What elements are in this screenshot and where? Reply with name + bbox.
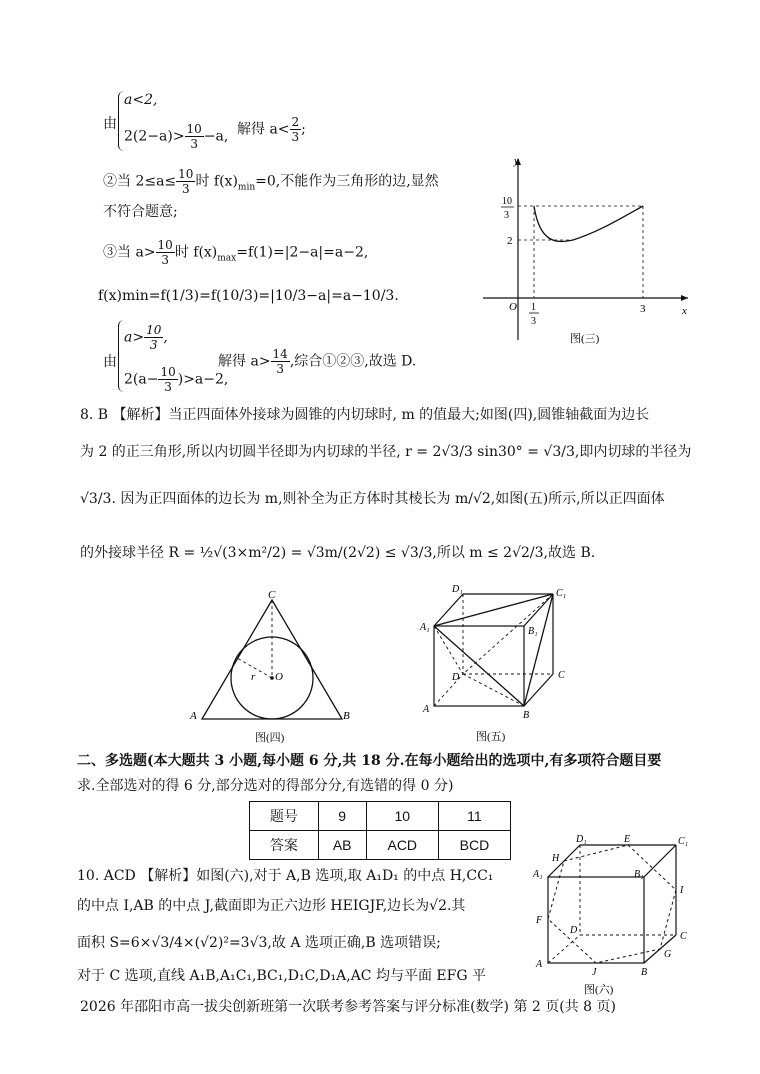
p10-line1: 10. ACD 【解析】如图(六),对于 A,B 选项,取 A₁D₁ 的中点 H,CC₁: [77, 868, 494, 884]
figure-4-caption: 图(四): [255, 732, 285, 744]
p8-line3: √3/3. 因为正四面体的边长为 m,则补全为正方体时其棱长为 m/√2,如图(五)所示,所以正四面体: [80, 491, 665, 507]
svg-text:H: H: [552, 853, 560, 864]
page-footer: 2026 年邵阳市高一拔尖创新班第一次联考参考答案与评分标准(数学) 第 2 页(共 8 页): [80, 999, 616, 1015]
svg-text:J: J: [592, 967, 597, 978]
svg-text:A: A: [423, 704, 430, 715]
svg-text:r: r: [251, 671, 256, 683]
table-cell: BCD: [438, 831, 510, 860]
svg-text:O: O: [275, 671, 283, 683]
sys2-line2: 2(a− $\frac{10}{3}$ )>a−2,: [124, 365, 229, 394]
svg-text:A₁: A₁: [420, 622, 430, 633]
table-cell: 答案: [250, 831, 319, 860]
svg-text:B₁: B₁: [528, 626, 538, 637]
figure-6-caption: 图(六): [584, 984, 614, 996]
svg-text:D₁: D₁: [452, 584, 463, 595]
svg-text:G: G: [664, 949, 672, 960]
sys2-line1: a> $\frac{10}{3}$ ,: [124, 323, 168, 352]
table-cell: 9: [318, 802, 366, 831]
figure-3-caption: 图(三): [570, 333, 600, 345]
p8-line1: 8. B 【解析】当正四面体外接球为圆锥的内切球时, m 的值最大;如图(四),圆锥轴截面为边长: [80, 407, 650, 423]
x-axis-label: x: [682, 305, 687, 317]
svg-text:2: 2: [507, 235, 513, 247]
sys1-line1: a<2,: [124, 92, 158, 108]
svg-text:F: F: [536, 915, 543, 926]
table-cell: 10: [366, 802, 438, 831]
svg-text:C: C: [558, 670, 565, 681]
svg-text:D: D: [570, 925, 578, 936]
p10-line3: 面积 S=6×√3/4×(√2)²=3√3,故 A 选项正确,B 选项错误;: [77, 935, 441, 951]
figure-5-caption: 图(五): [476, 731, 506, 743]
figure-6: [528, 827, 698, 1006]
case2-line2: 不符合题意;: [103, 204, 178, 220]
p8-line2: 为 2 的正三角形,所以内切圆半径即为内切球的半径, r = 2√3/3 sin30° = √3/3,即内切球的半径为: [80, 444, 692, 460]
sec2-line2: 求.全部选对的得 6 分,部分选对的得部分分,有选错的得 0 分): [77, 778, 454, 794]
svg-text:C₁: C₁: [556, 588, 567, 599]
sys2-result: 解得 a> $\frac{14}{3}$ ,综合①②③,故选 D.: [218, 347, 417, 376]
svg-text:1: 1: [531, 302, 536, 313]
svg-text:10: 10: [502, 196, 512, 207]
you-label-1: 由: [103, 116, 117, 132]
origin-label: O: [509, 301, 517, 313]
p10-line2: 的中点 I,AB 的中点 J,截面即为正六边形 HEIGJF,边长为√2.其: [77, 898, 466, 914]
svg-text:E: E: [624, 834, 631, 845]
svg-text:I: I: [680, 885, 684, 896]
table-cell: 题号: [250, 802, 319, 831]
table-row: [250, 802, 511, 831]
answer-table: [249, 801, 511, 860]
svg-text:3: 3: [640, 303, 646, 315]
svg-text:D₁: D₁: [576, 834, 587, 845]
svg-text:C: C: [268, 589, 276, 601]
svg-text:C₁: C₁: [678, 836, 689, 847]
sec2-line1: 二、多选题(本大题共 3 小题,每小题 6 分,共 18 分.在每小题给出的选项中,有多项符合题目要: [77, 753, 662, 769]
svg-text:3: 3: [531, 316, 536, 327]
svg-text:B: B: [641, 967, 648, 978]
svg-text:3: 3: [504, 210, 509, 221]
svg-text:A: A: [536, 959, 543, 970]
svg-text:B₁: B₁: [634, 869, 644, 880]
figure-3: [478, 150, 693, 354]
table-cell: ACD: [366, 831, 438, 860]
svg-text:C: C: [680, 931, 687, 942]
case2-line: ②当 2≤a≤ $\frac{10}{3}$ 时 $f(x)_{min}=0$,不能作为三角形的边,显然: [103, 167, 439, 196]
figure-5: [418, 582, 583, 751]
svg-text:A₁: A₁: [533, 869, 543, 880]
svg-text:B: B: [343, 710, 350, 722]
case3-line: ③当 a> $\frac{10}{3}$ 时 $f(x)_{max}=f(1)=|2-a|=a-2$,: [103, 238, 369, 267]
table-row: [250, 831, 511, 860]
figure-4: [185, 586, 360, 750]
svg-text:D: D: [452, 672, 460, 683]
table-cell: AB: [318, 831, 366, 860]
sys1-result: 解得 a< $\frac{2}{3}$ ;: [237, 115, 306, 144]
fmin-line: f(x)min=f(1/3)=f(10/3)=|10/3−a|=a−10/3.: [98, 288, 399, 304]
y-axis-label: y: [514, 155, 519, 167]
svg-text:B: B: [523, 710, 530, 721]
you-label-2: 由: [103, 354, 117, 370]
svg-text:A: A: [190, 710, 197, 722]
p8-line4: 的外接球半径 R = ½√(3×m²/2) = √3m/(2√2) ≤ √3/3,所以 m ≤ 2√2/3,故选 B.: [80, 545, 596, 561]
p10-line4: 对于 C 选项,直线 A₁B,A₁C₁,BC₁,D₁C,D₁A,AC 均与平面 EFG 平: [77, 968, 486, 984]
sys1-line2: 2(2−a)> $\frac{10}{3}$ −a,: [124, 122, 229, 151]
table-cell: 11: [438, 802, 510, 831]
